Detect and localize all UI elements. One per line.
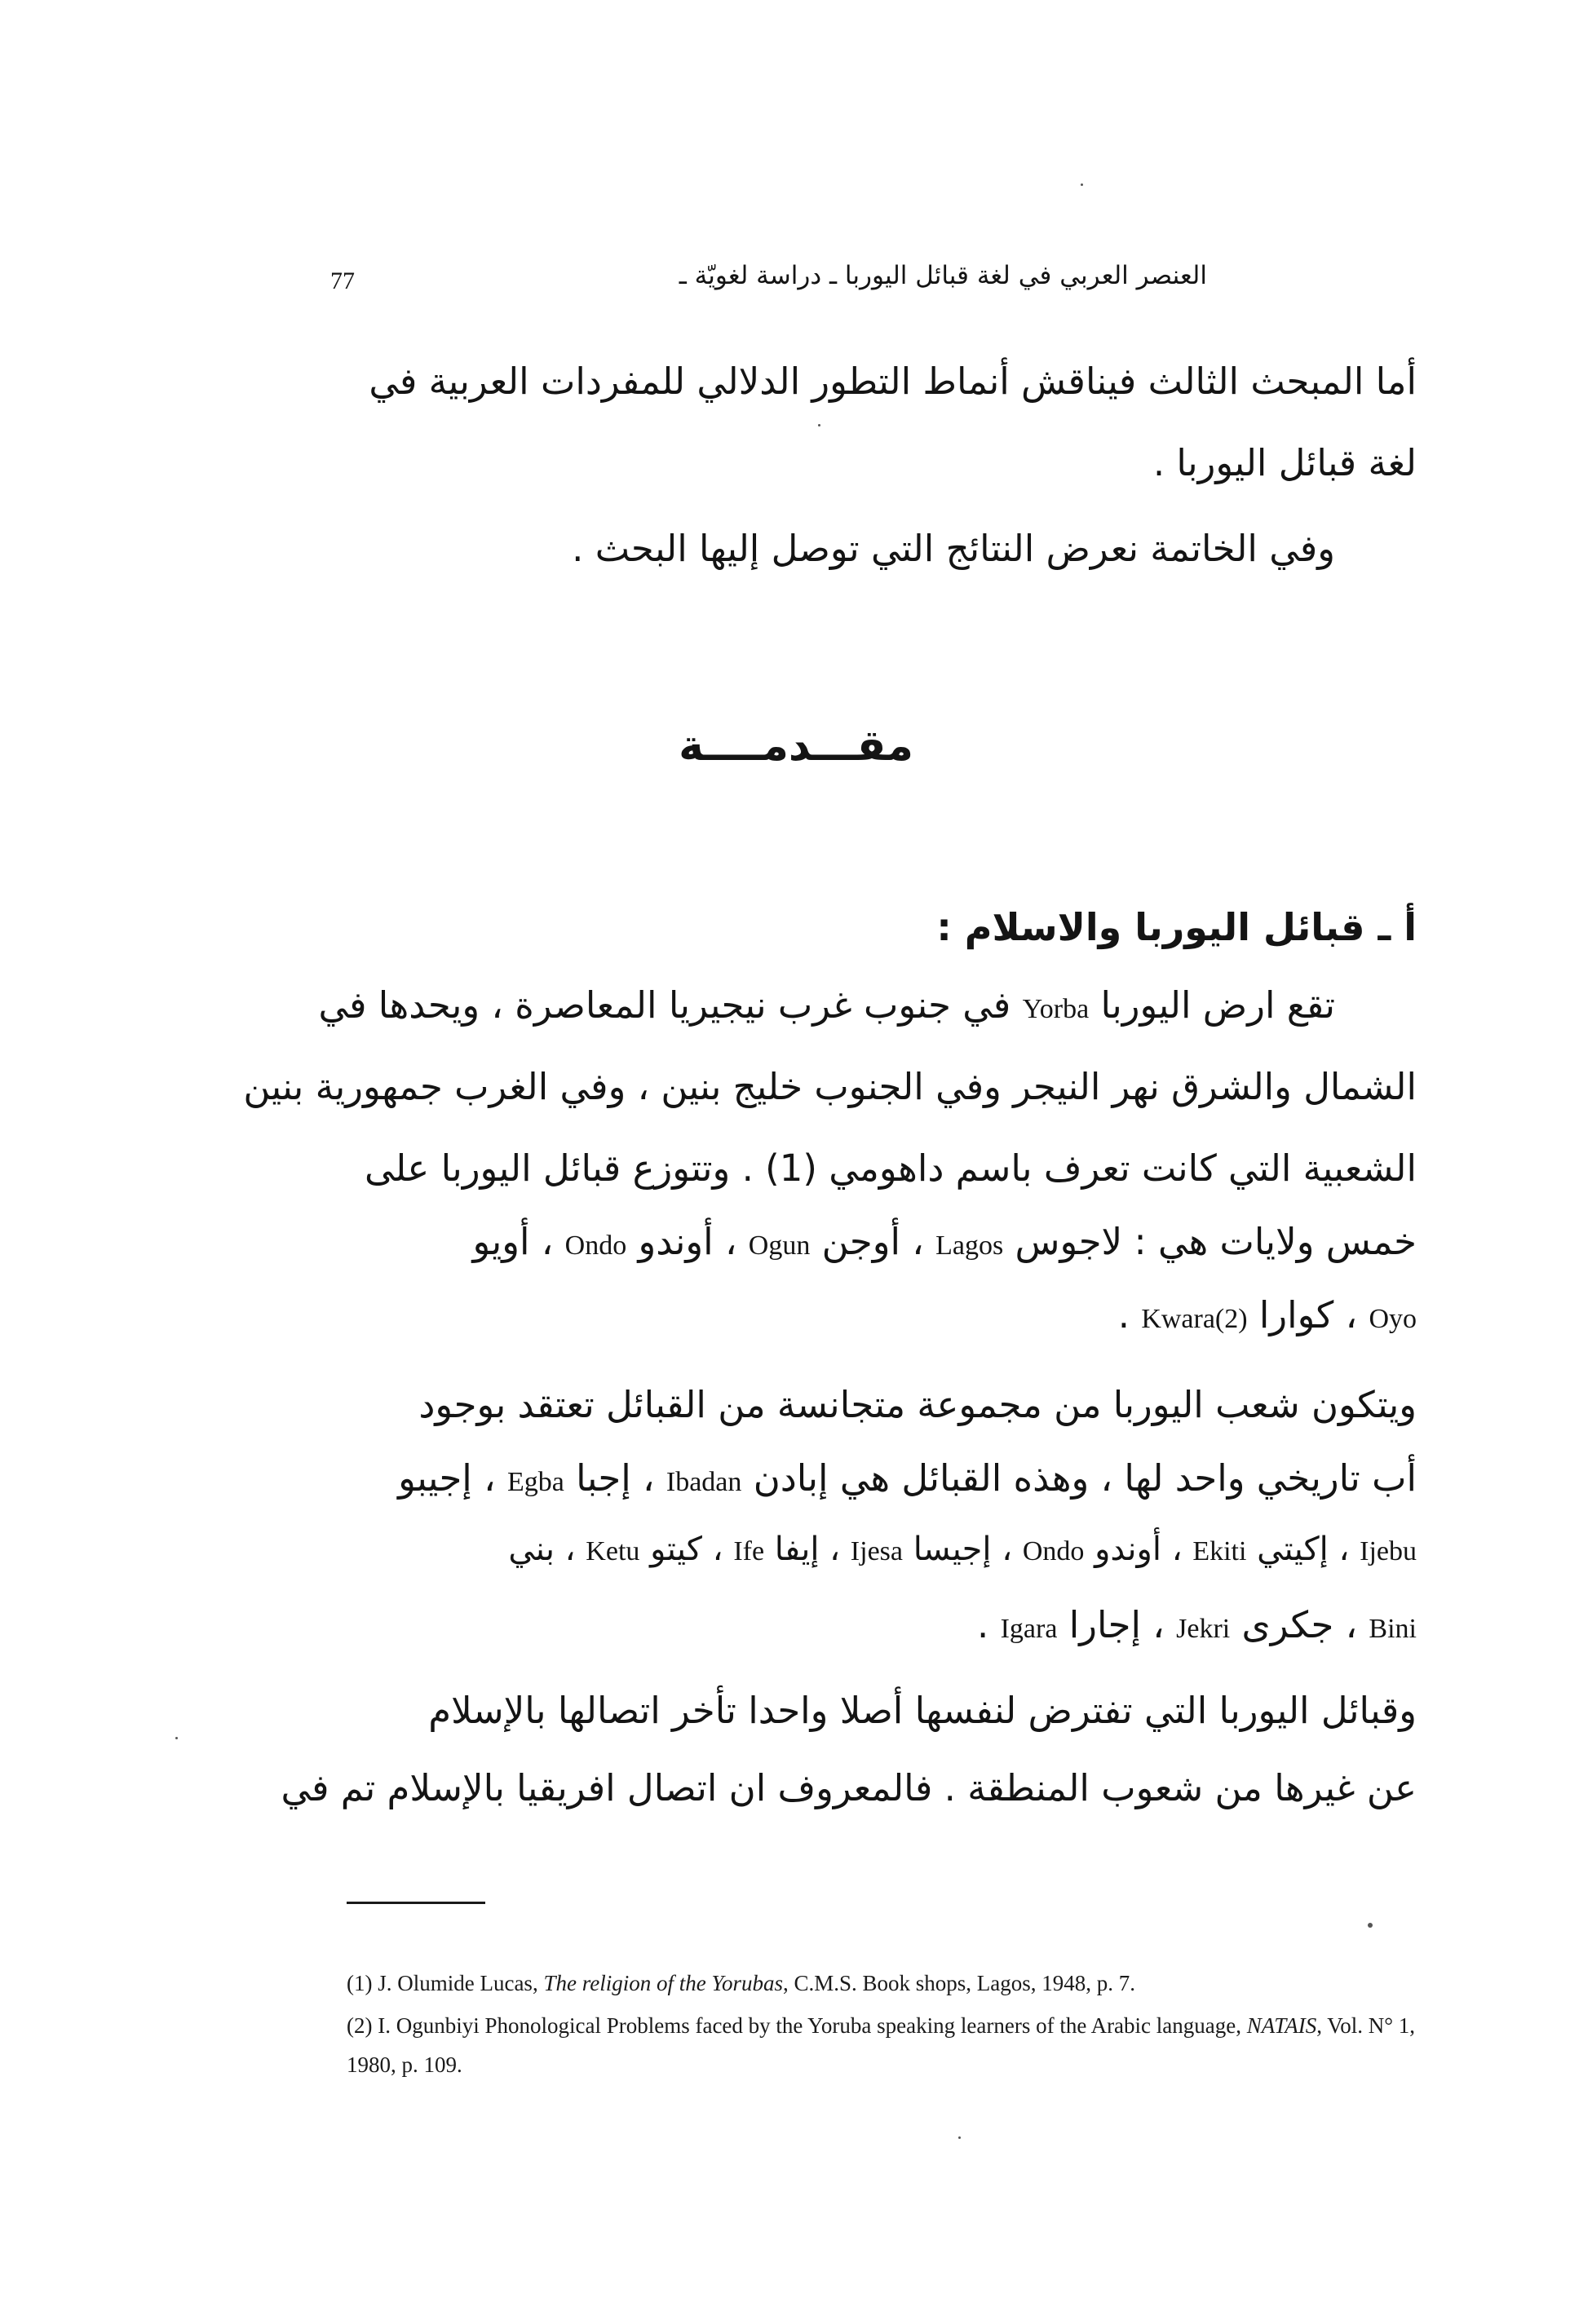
intro-line-3: وفي الخاتمة نعرض النتائج التي توصل إليها البحث . <box>572 527 1335 570</box>
footnote-2 <box>347 2006 1439 2084</box>
latin-term: Ijesa <box>850 1536 903 1566</box>
footnote-text: (1) J. Olumide Lucas, <box>347 1971 544 1995</box>
text-run: ، إجبا <box>576 1456 655 1500</box>
footnote-1 <box>347 1964 1439 2003</box>
latin-term: Igara <box>1000 1614 1058 1644</box>
latin-term: Ondo <box>564 1230 627 1261</box>
latin-term: Kwara(2) <box>1141 1304 1248 1334</box>
text-run: . <box>976 1603 989 1646</box>
footnote-divider <box>347 1902 485 1904</box>
text-run: ، إجارا <box>1068 1603 1165 1646</box>
text-run: ، بني <box>508 1531 576 1568</box>
text-run: ، أوندو <box>1094 1531 1183 1568</box>
text-run: ، أويو <box>472 1220 554 1263</box>
subheading: أ ـ قبائل اليوربا والاسلام : <box>936 905 1417 949</box>
paragraph1-line-1 <box>318 983 1335 1027</box>
latin-term: Ibadan <box>666 1467 742 1497</box>
section-heading: مقـــدمــــة <box>679 722 913 771</box>
text-run: . <box>1117 1293 1130 1337</box>
paragraph2-line-3 <box>508 1533 1417 1566</box>
paragraph1-line-4 <box>472 1220 1417 1263</box>
page-number: 77 <box>330 267 355 294</box>
latin-term: Ekiti <box>1192 1536 1247 1566</box>
footnote-text: , Vol. N° 1, 1980, p. 109. <box>347 2013 1416 2077</box>
latin-term: Ketu <box>586 1536 640 1566</box>
latin-term: Ife <box>733 1536 765 1566</box>
text-run: ، إكيتي <box>1257 1531 1350 1568</box>
paragraph1-line-3: الشعبية التي كانت تعرف باسم داهومي (1) . وتتوزع قبائل اليوربا على <box>365 1147 1417 1190</box>
footnote-text: , C.M.S. Book shops, Lagos, 1948, p. 7. <box>783 1971 1136 1995</box>
latin-term: Ondo <box>1022 1536 1085 1566</box>
paragraph3-line-1: وقبائل اليوربا التي تفترض لنفسها أصلا واحدا تأخر اتصالها بالإسلام <box>428 1689 1417 1732</box>
footnote-title: The religion of the Yorubas <box>543 1971 783 1995</box>
running-header-title: العنصر العربي في لغة قبائل اليوربا ـ دراسة لغويّة ـ <box>679 261 1207 290</box>
paragraph3-line-2: عن غيرها من شعوب المنطقة . فالمعروف ان اتصال افريقيا بالإسلام تم في <box>281 1766 1417 1809</box>
text-run: في جنوب غرب نيجيريا المعاصرة ، ويحدها في <box>318 983 1011 1027</box>
intro-line-1: أما المبحث الثالث فيناقش أنماط التطور الدلالي للمفردات العربية في <box>369 360 1417 403</box>
paragraph1-line-5 <box>1117 1293 1417 1337</box>
latin-term: Ijebu <box>1360 1536 1417 1566</box>
running-header <box>330 261 1207 310</box>
text-run: ، أوجن <box>821 1220 924 1263</box>
text-run: ، إجيبو <box>398 1456 496 1500</box>
scan-speck <box>958 2136 961 2139</box>
scan-speck <box>1081 183 1083 186</box>
text-run: ، إيفا <box>774 1531 841 1568</box>
latin-term: Egba <box>506 1467 564 1497</box>
text-run: ، كيتو <box>650 1531 723 1568</box>
paragraph2-line-1: ويتكون شعب اليوربا من مجموعة متجانسة من القبائل تعتقد بوجود <box>418 1383 1417 1426</box>
text-run: خمس ولايات هي : لاجوس <box>1015 1220 1417 1263</box>
text-run: ، جكرى <box>1241 1603 1358 1646</box>
text-run: ، إجيسا <box>913 1531 1013 1568</box>
intro-line-2: لغة قبائل اليوربا . <box>1152 441 1417 484</box>
text-run: أب تاريخي واحد لها ، وهذه القبائل هي إبادن <box>753 1456 1417 1500</box>
latin-term: Jekri <box>1176 1614 1231 1644</box>
scan-speck <box>175 1737 178 1739</box>
latin-term: Oyo <box>1369 1304 1417 1334</box>
latin-term: Lagos <box>935 1230 1004 1261</box>
text-run: ، أوندو <box>638 1220 737 1263</box>
scan-speck <box>1368 1923 1373 1928</box>
latin-term: Yorba <box>1022 994 1090 1024</box>
text-run: ، كوارا <box>1258 1293 1358 1337</box>
paragraph2-line-4 <box>976 1603 1417 1646</box>
text-run: تقع ارض اليوربا <box>1100 983 1335 1027</box>
paragraph2-line-2 <box>398 1456 1417 1500</box>
latin-term: Ogun <box>748 1230 811 1261</box>
footnote-title: NATAIS <box>1246 2013 1317 2038</box>
scan-speck <box>818 424 820 426</box>
latin-term: Bini <box>1369 1614 1417 1644</box>
footnote-text: (2) I. Ogunbiyi Phonological Problems faced by the Yoruba speaking learners of the Arabic language, <box>347 2013 1247 2038</box>
paragraph1-line-2: الشمال والشرق نهر النيجر وفي الجنوب خليج بنين ، وفي الغرب جمهورية بنين <box>243 1065 1417 1108</box>
